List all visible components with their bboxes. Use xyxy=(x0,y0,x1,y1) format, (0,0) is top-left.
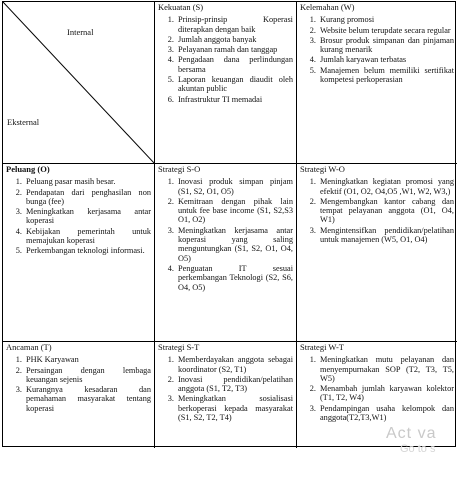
list-item: 1. Meningkatkan kegiatan promosi yang efektif (O1, O2, O4,O5 ,W1, W2, W3,) xyxy=(318,177,454,196)
activation-watermark: Act va xyxy=(386,425,437,442)
list-item: 2. Persaingan dengan lembaga keuangan sejenis xyxy=(24,366,151,385)
strategy-so-cell xyxy=(155,164,297,342)
list-item: 3. Meningkatkan sosialisasi berkoperasi kepada masyarakat (S1, S2, T2, T4) xyxy=(176,394,293,422)
list-item: 2. Website belum terupdate secara regular xyxy=(318,26,454,35)
list-item: 5. Laporan keuangan diaudit oleh akuntan public xyxy=(176,75,293,94)
list-item: 6. Infrastruktur TI memadai xyxy=(176,95,293,104)
strategy-so-list xyxy=(158,177,293,292)
list-item: 3. Mengintensifkan pendidikan/pelatihan untuk manajemen (W5, O1, O4) xyxy=(318,226,454,245)
list-item: 3. Brosur produk simpanan dan pinjaman kurang menarik xyxy=(318,36,454,55)
list-item: 1. Meningkatkan mutu pelayanan dan menyempurnakan SOP (T2, T3, T5, W5) xyxy=(318,355,454,383)
strategy-wo-list xyxy=(300,177,454,244)
strengths-cell xyxy=(155,2,297,164)
list-item: 1. Inovasi produk simpan pinjam (S1, S2, O1, O5) xyxy=(176,177,293,196)
internal-label: Internal xyxy=(67,27,94,37)
strategy-so-title: Strategi S-O xyxy=(158,164,201,174)
threats-title: Ancaman (T) xyxy=(6,342,52,352)
list-item: 1. Memberdayakan anggota sebagai koordinator (S2, T1) xyxy=(176,355,293,374)
weaknesses-cell xyxy=(297,2,457,164)
list-item: 2. Jumlah anggota banyak xyxy=(176,35,293,44)
opportunities-title: Peluang (O) xyxy=(6,164,50,174)
list-item: 3. Pendampingan usaha kelompok dan anggota(T2,T3,W1) xyxy=(318,404,454,423)
strengths-list xyxy=(158,15,293,104)
strategy-wt-title: Strategi W-T xyxy=(300,342,344,352)
list-item: 2. Pendapatan dari penghasilan non bunga (fee) xyxy=(24,188,151,207)
eksternal-label: Eksternal xyxy=(7,117,40,127)
list-item: 1. PHK Karyawan xyxy=(24,355,151,364)
opportunities-cell xyxy=(3,164,155,342)
list-item: 1. Kurang promosi xyxy=(318,15,454,24)
list-item: 4. Penguatan IT sesuai perkembangan Teknologi (S2, S6, O4, O5) xyxy=(176,264,293,292)
strategy-st-cell xyxy=(155,342,297,448)
list-item: 4. Jumlah karyawan terbatas xyxy=(318,55,454,64)
strengths-title: Kekuatan (S) xyxy=(158,2,204,12)
strategy-wo-title: Strategi W-O xyxy=(300,164,345,174)
list-item: 1. Peluang pasar masih besar. xyxy=(24,177,151,186)
weaknesses-list xyxy=(300,15,454,84)
list-item: 3. Meningkatkan kerjasama antar koperasi xyxy=(24,207,151,226)
weaknesses-title: Kelemahan (W) xyxy=(300,2,355,12)
list-item: 2. Inovasi pendidikan/pelatihan anggota (S1, T2, T3) xyxy=(176,375,293,394)
activation-watermark-subtext: Go to s xyxy=(400,443,436,455)
list-item: 5. Perkembangan teknologi informasi. xyxy=(24,246,151,255)
list-item: 5. Manajemen belum memiliki sertifikat kompetesi perkoperasian xyxy=(318,66,454,85)
list-item: 4. Kebijakan pemerintah untuk memajukan koperasi xyxy=(24,227,151,246)
list-item: 4. Pengadaan dana perlindungan bersama xyxy=(176,55,293,74)
threats-list xyxy=(6,355,151,413)
list-item: 2. Kemitraan dengan pihak lain untuk fee base income (S1, S2,S3 O1, O2) xyxy=(176,197,293,225)
swot-matrix-table xyxy=(2,1,456,447)
strategy-wt-list xyxy=(300,355,454,422)
strategy-wo-cell xyxy=(297,164,457,342)
strategy-st-list xyxy=(158,355,293,422)
list-item: 1. Prinsip-prinsip Koperasi diterapkan dengan baik xyxy=(176,15,293,34)
list-item: 3. Kurangnya kesadaran dan pemahaman masyarakat tentang koperasi xyxy=(24,385,151,413)
strategy-st-title: Strategi S-T xyxy=(158,342,200,352)
opportunities-list xyxy=(6,177,151,255)
threats-cell xyxy=(3,342,155,448)
list-item: 3. Meningkatkan kerjasama antar koperasi yang saling menguntungkan (S1, S2, O1, O4, O5) xyxy=(176,226,293,263)
list-item: 2. Mengembangkan kantor cabang dan tempat pelayanan anggota (O1, O4, W1) xyxy=(318,197,454,225)
list-item: 3. Pelayanan ramah dan tanggap xyxy=(176,45,293,54)
corner-cell xyxy=(3,2,155,164)
list-item: 2. Menambah jumlah karyawan kolektor (T1, T2, W4) xyxy=(318,384,454,403)
